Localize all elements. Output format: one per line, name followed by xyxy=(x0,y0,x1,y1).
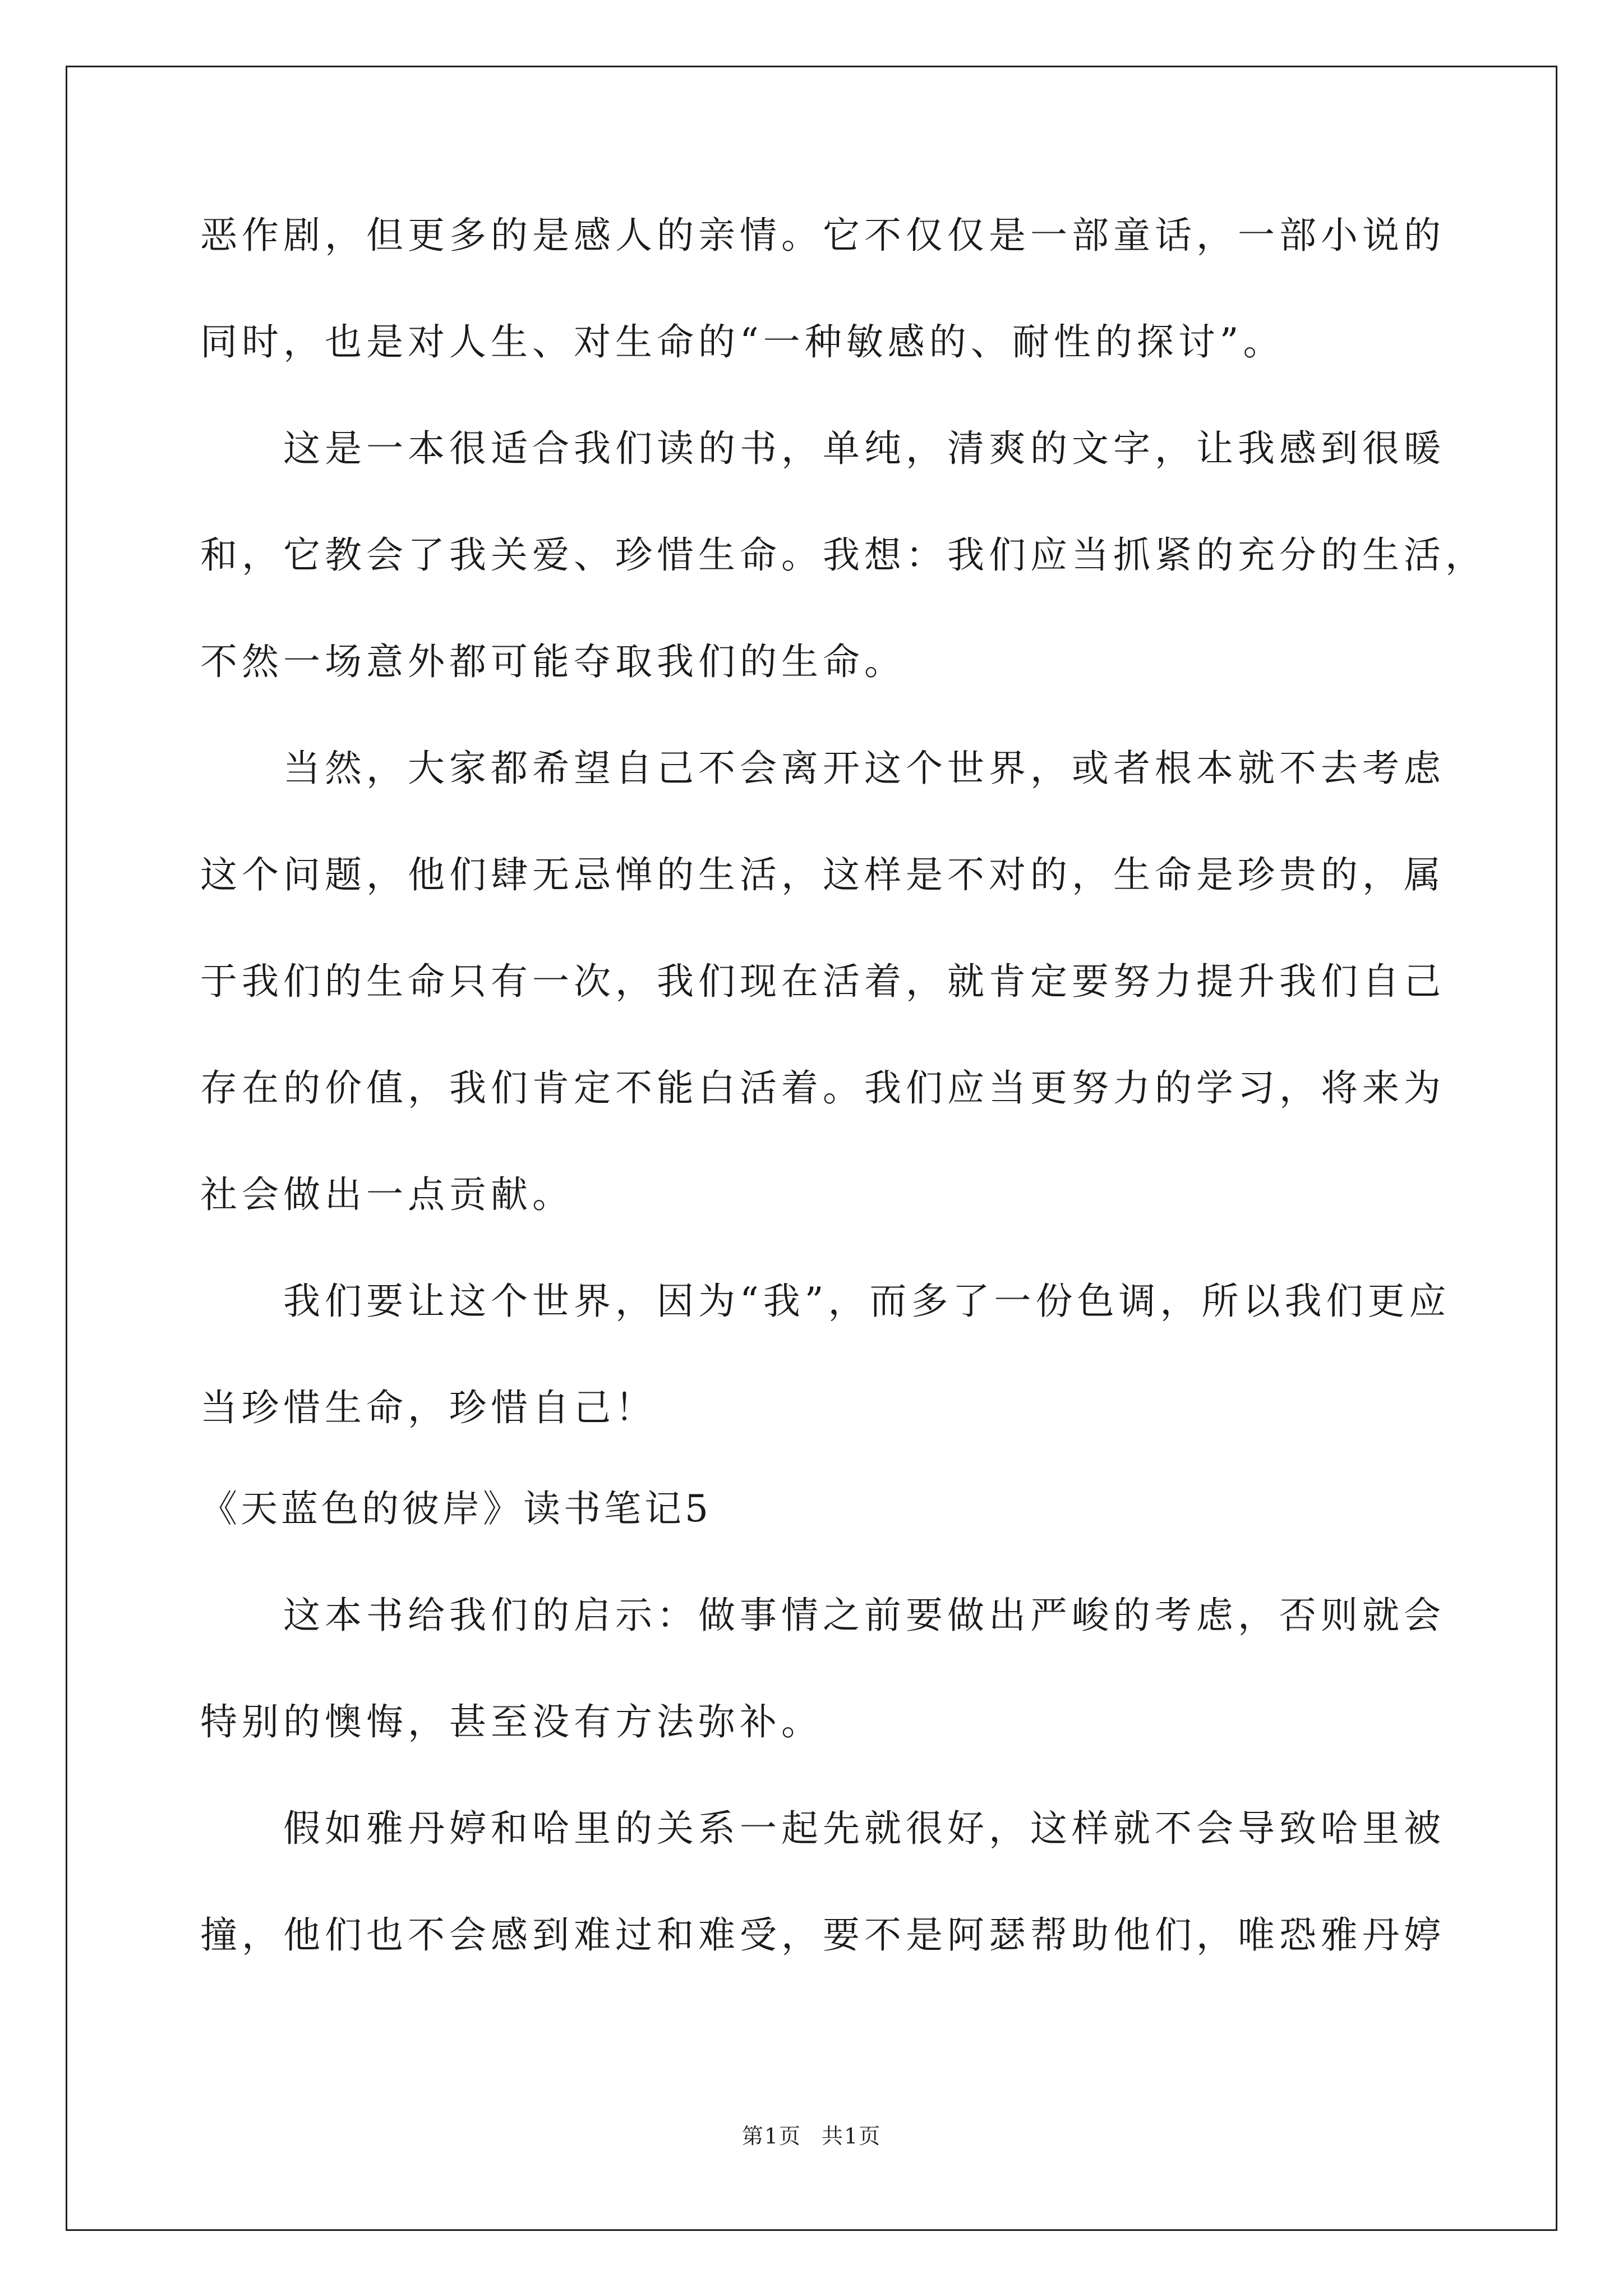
text-line: 撞，他们也不会感到难过和难受，要不是阿瑟帮助他们，唯恐雅丹婷 xyxy=(200,1913,1445,1957)
text-line: 社会做出一点贡献。 xyxy=(200,1173,574,1216)
text-line: 特别的懊悔，甚至没有方法弥补。 xyxy=(200,1700,823,1743)
text-line: 当珍惜生命，珍惜自己！ xyxy=(200,1386,657,1429)
text-line: 恶作剧，但更多的是感人的亲情。它不仅仅是一部童话，一部小说的 xyxy=(200,214,1445,257)
text-line: 于我们的生命只有一次，我们现在活着，就肯定要努力提升我们自己 xyxy=(200,960,1445,1003)
paragraph-start: 这是一本很适合我们读的书，单纯，清爽的文字，让我感到很暖 xyxy=(283,427,1445,470)
text-line: 存在的价值，我们肯定不能白活着。我们应当更努力的学习，将来为 xyxy=(200,1066,1445,1110)
text-line: 不然一场意外都可能夺取我们的生命。 xyxy=(200,640,906,683)
paragraph-start: 这本书给我们的启示：做事情之前要做出严峻的考虑，否则就会 xyxy=(283,1594,1445,1637)
page-number: 第1页 xyxy=(741,2124,801,2148)
total-pages: 共1页 xyxy=(822,2124,882,2148)
text-line: 同时，也是对人生、对生命的“一种敏感的、耐性的探讨”。 xyxy=(200,320,1285,364)
section-heading: 《天蓝色的彼岸》读书笔记5 xyxy=(200,1487,712,1530)
paragraph-start: 假如雅丹婷和哈里的关系一起先就很好，这样就不会导致哈里被 xyxy=(283,1807,1445,1850)
page-footer xyxy=(0,2119,1623,2153)
text-line: 和，它教会了我关爱、珍惜生命。我想：我们应当抓紧的充分的生活， xyxy=(200,533,1487,577)
paragraph-start: 我们要让这个世界，因为“我”，而多了一份色调，所以我们更应 xyxy=(283,1280,1451,1323)
text-line: 这个问题，他们肆无忌惮的生活，这样是不对的，生命是珍贵的，属 xyxy=(200,853,1445,896)
paragraph-start: 当然，大家都希望自己不会离开这个世界，或者根本就不去考虑 xyxy=(283,747,1445,790)
